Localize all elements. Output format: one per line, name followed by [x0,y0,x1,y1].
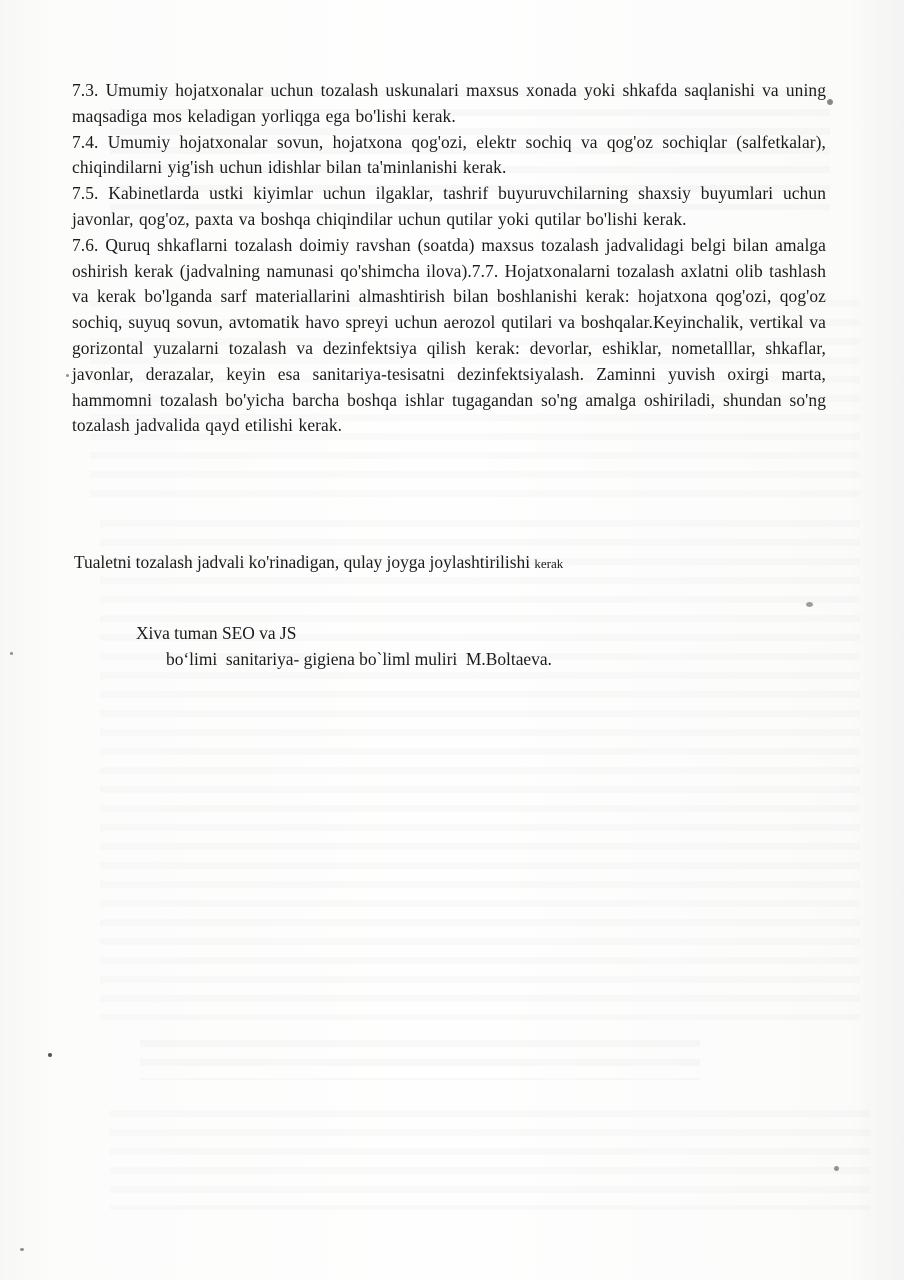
bleed-through-texture [140,1040,700,1080]
bleed-through-texture [100,520,860,1020]
paragraph-7-5: 7.5. Kabinetlarda ustki kiyimlar uchun ilgaklar, tashrif buyuruvchilarning shaxsiy buyumlari uchun javonlar, qog'oz, paxta va boshqa chiqindilar uchun qutilar yoki qutilar bo'lishi kerak. [72,183,826,229]
scan-speck [10,652,13,655]
scan-speck [806,602,813,607]
signature-line-1: Xiva tuman SEO va JS [136,623,297,643]
scan-speck [20,1248,24,1251]
scan-speck [827,99,833,105]
paragraph-7-3: 7.3. Umumiy hojatxonalar uchun tozalash uskunalari maxsus xonada yoki shkafda saqlanishi va uning maqsadiga mos keladigan yorliqga ega bo'lishi kerak. [72,80,826,126]
scan-speck [48,1053,52,1057]
cleaning-schedule-notice [74,549,563,577]
signature-line-2: bo‘limi sanitariya- gigiena bo`liml muliri M.Boltaeva. [166,649,552,669]
notice-text-small: kerak [534,556,564,571]
paragraph-7-6-7-7: 7.6. Quruq shkaflarni tozalash doimiy ravshan (soatda) maxsus tozalash jadvalidagi belgi bilan amalga oshirish kerak (jadvalning namunasi qo'shimcha ilova).7.7. Hojatxonalarni tozalash axlatni olib tashlash va kerak bo'lganda sarf materiallarini almashtirish bilan boshlanishi kerak: hojatxona qog'ozi, qog'oz sochiq, suyuq sovun, avtomatik havo spreyi uchun aerozol qutilari va boshqalar.Keyinchalik, vertikal va gorizontal yuzalarni tozalash va dezinfektsiya qilish kerak: devorlar, eshiklar, nometalllar, shkaflar, javonlar, derazalar, keyin esa sanitariya-tesisatni dezinfektsiyalash. Zaminni yuvish oxirgi marta, hammomni tozalash bo'yicha barcha boshqa ishlar tugagandan so'ng amalga oshiriladi, shundan so'ng tozalash jadvalida qayd etilishi kerak. [72,234,826,436]
document-body [72,78,826,439]
scan-speck [834,1166,839,1171]
bleed-through-texture [110,1110,870,1210]
notice-text: Tualetni tozalash jadvali ko'rinadigan, qulay joyga joylashtirilishi [74,552,535,572]
paragraph-7-4: 7.4. Umumiy hojatxonalar sovun, hojatxona qog'ozi, elektr sochiq va qog'oz sochiqlar (salfetkalar), chiqindilarni yig'ish uchun idishlar bilan ta'minlanishi kerak. [72,131,826,178]
scan-speck [66,374,69,377]
